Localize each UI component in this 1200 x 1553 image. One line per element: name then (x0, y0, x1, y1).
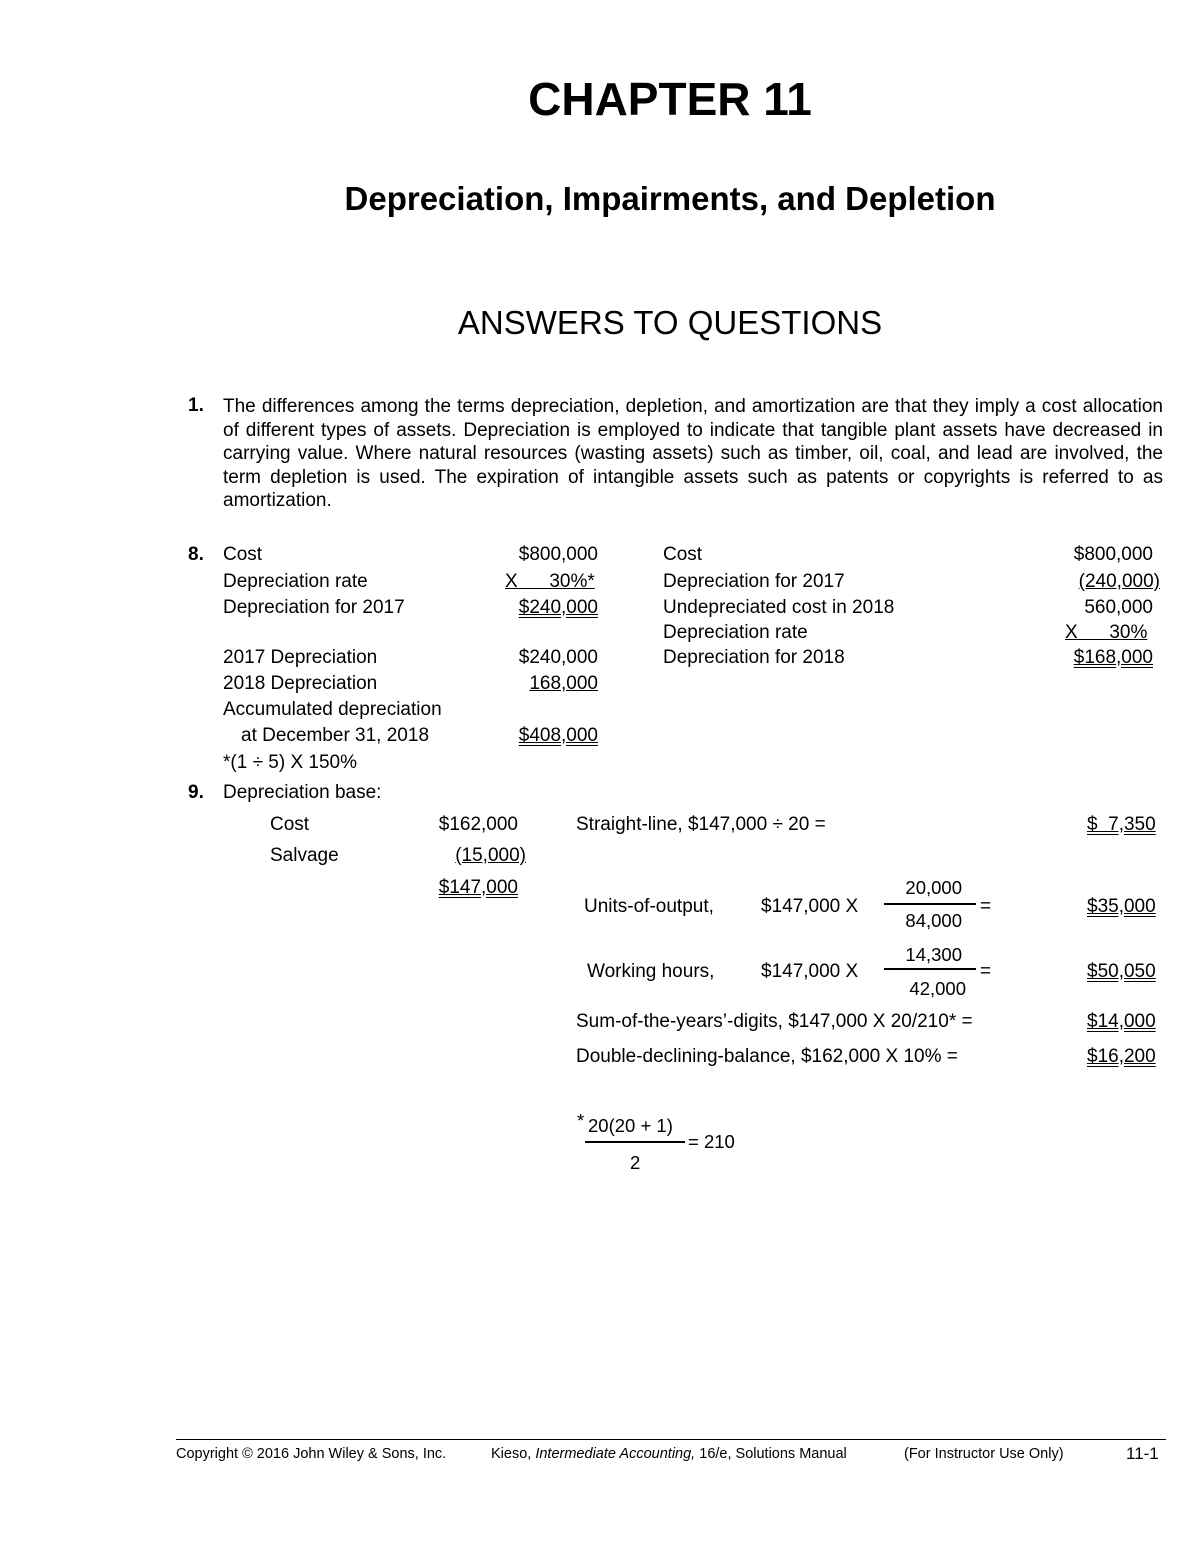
q8-right-value-cost: $800,000 (1073, 544, 1153, 565)
q9-units-amount: $147,000 X (761, 896, 859, 917)
section-heading: ANSWERS TO QUESTIONS (457, 304, 883, 341)
footer-edition: 16/e, Solutions Manual (699, 1446, 847, 1462)
q9-syd: Sum-of-the-years’-digits, $147,000 X 20/210* = (576, 1011, 973, 1032)
footer-rule (176, 1439, 1166, 1440)
q9-ddb-result: $16,200 (1087, 1046, 1156, 1067)
q9-note-denominator: 2 (630, 1152, 641, 1173)
footer-author: Kieso, (491, 1446, 532, 1462)
q9-base-label-cost: Cost (270, 814, 310, 835)
q8-left-value-rate: X 30%* (505, 571, 595, 592)
q9-straight-line-result: $ 7,350 (1087, 814, 1156, 835)
q9-base-label: Depreciation base: (223, 782, 382, 803)
q9-hours-numerator: 14,300 (905, 944, 962, 965)
q8-left-label-accum: Accumulated depreciation (223, 699, 442, 720)
footer-usage: (For Instructor Use Only) (904, 1446, 1064, 1462)
q8-right-value-rate: X 30% (1065, 622, 1148, 643)
q8-left-label-cost: Cost (223, 544, 263, 565)
q8-left-label-dep2017: Depreciation for 2017 (223, 597, 405, 618)
q8-right-value-undep: 560,000 (1084, 597, 1153, 618)
q8-left-value-dep2017: $240,000 (518, 597, 598, 618)
q9-straight-line: Straight-line, $147,000 ÷ 20 = (576, 814, 826, 835)
q9-base-label-salvage: Salvage (270, 845, 339, 866)
q9-syd-result: $14,000 (1087, 1011, 1156, 1032)
q8-left-value-dec31: $408,000 (518, 725, 598, 746)
q9-units-fraction-bar (884, 903, 976, 905)
q9-hours-equals: = (980, 961, 992, 982)
footer-copyright: Copyright © 2016 John Wiley & Sons, Inc. (176, 1446, 447, 1462)
q9-units-equals: = (980, 896, 992, 917)
q8-left-label-2017dep: 2017 Depreciation (223, 647, 378, 668)
footer-page-number: 11-1 (1126, 1444, 1159, 1463)
q8-right-label-dep2018: Depreciation for 2018 (663, 647, 845, 668)
q8-left-label-2018dep: 2018 Depreciation (223, 673, 378, 694)
q9-units-denominator: 84,000 (905, 910, 962, 931)
q9-hours-amount: $147,000 X (761, 961, 859, 982)
q9-base-value-salvage: (15,000) (455, 845, 526, 866)
answer-1-text: The differences among the terms depreciation, depletion, and amortization are that they imply a cost allocation of different types of assets. Depreciation is employed to indicate that tangible plant assets have decreased in carrying value. Where natural resources (wasting assets) such as timber, oil, coal, and lead are involved, the term depletion is used. The expiration of intangible assets such as patents or copyrights is referred to as amortization. (223, 396, 1163, 511)
question-number-1: 1. (188, 395, 204, 416)
q8-right-label-rate: Depreciation rate (663, 622, 808, 643)
q9-hours-fraction-bar (884, 968, 976, 970)
q9-units-label: Units-of-output, (584, 896, 714, 917)
q9-ddb: Double-declining-balance, $162,000 X 10% = (576, 1046, 958, 1067)
q8-right-label-undep: Undepreciated cost in 2018 (663, 597, 895, 618)
q9-base-value-cost: $162,000 (438, 814, 518, 835)
q9-hours-result: $50,050 (1087, 961, 1156, 982)
q8-right-label-dep2017: Depreciation for 2017 (663, 571, 845, 592)
question-number-8: 8. (188, 544, 204, 565)
q9-note-star: * (577, 1110, 585, 1131)
q8-right-value-dep2017: (240,000) (1078, 571, 1160, 592)
chapter-title: CHAPTER 11 (528, 73, 812, 125)
q8-footnote: *(1 ÷ 5) X 150% (223, 752, 357, 773)
q9-base-value-total: $147,000 (438, 877, 518, 898)
q9-hours-label: Working hours, (587, 961, 715, 982)
q8-left-label-rate: Depreciation rate (223, 571, 368, 592)
footer-book (491, 1446, 847, 1462)
q9-units-numerator: 20,000 (905, 877, 962, 898)
q8-left-value-2018dep: 168,000 (529, 673, 598, 694)
q9-note-fraction-bar (585, 1141, 685, 1143)
q9-hours-denominator: 42,000 (909, 978, 966, 999)
q8-left-value-cost: $800,000 (518, 544, 598, 565)
q9-note-numerator: 20(20 + 1) (588, 1115, 673, 1136)
question-number-9: 9. (188, 782, 204, 803)
q8-right-label-cost: Cost (663, 544, 703, 565)
footer-book-title: Intermediate Accounting, (535, 1446, 696, 1462)
chapter-subtitle: Depreciation, Impairments, and Depletion (344, 180, 996, 217)
q9-units-result: $35,000 (1087, 896, 1156, 917)
q8-left-value-2017dep: $240,000 (518, 647, 598, 668)
q8-left-label-dec31: at December 31, 2018 (241, 725, 430, 746)
q8-right-value-dep2018: $168,000 (1073, 647, 1153, 668)
q9-note-result: = 210 (688, 1131, 735, 1152)
